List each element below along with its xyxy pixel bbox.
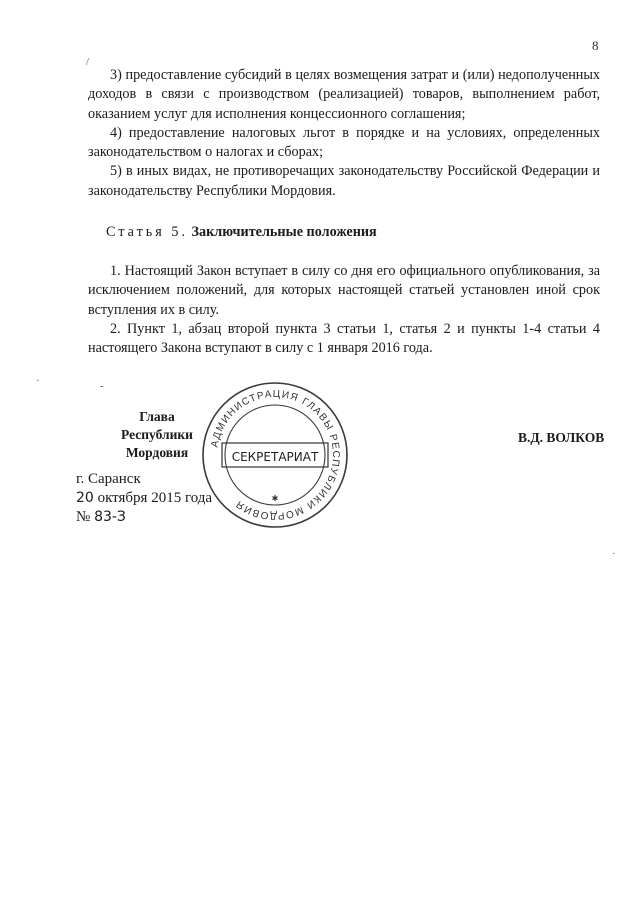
final-paragraph: 1. Настоящий Закон вступает в силу со дня его официального опубликования, за исключением положений, для которых настоящей статьей установлен иной срок вступления их в силу.: [88, 263, 600, 318]
seal-ring-text: АДМИНИСТРАЦИЯ ГЛАВЫ РЕСПУБЛИКИ МОРДОВИЯ: [209, 388, 342, 522]
number-sign: №: [76, 509, 91, 525]
signatory-title-line: Глава: [139, 409, 175, 424]
date-line: [76, 489, 212, 508]
scan-mark: /: [86, 56, 90, 68]
scan-mark: ·: [36, 375, 40, 387]
scan-mark: -: [100, 380, 104, 392]
list-item: 5) в иных видах, не противоречащих законодательству Российской Федерации и законодательству Республики Мордовия.: [88, 163, 600, 199]
seal-stamp: [200, 380, 350, 530]
article-heading: [106, 224, 377, 241]
article-title: Заключительные положения: [191, 224, 377, 240]
date-rest: октября 2015 года: [97, 490, 213, 506]
list-items-block: [88, 66, 600, 201]
signatory-title-line: Республики Мордовия: [121, 427, 193, 460]
final-provisions-block: [88, 262, 600, 358]
final-paragraph: 2. Пункт 1, абзац второй пункта 3 статьи 1, статья 2 и пункты 1-4 статьи 4 настоящего Закона вступают в силу с 1 января 2016 года.: [88, 320, 600, 357]
list-item: 3) предоставление субсидий в целях возмещения затрат и (или) недополученных доходов в связи с производством (реализацией) товаров, выполнением работ, оказанием услуг для исполнения концессионного соглашения;: [88, 67, 600, 122]
place-date-block: [76, 470, 212, 527]
date-day: 20: [76, 490, 94, 506]
star-icon: ✱: [271, 494, 279, 503]
law-number: 83-З: [94, 509, 126, 525]
list-item: 4) предоставление налоговых льгот в порядке и на условиях, определенных законодательством о налогах и сборах;: [88, 124, 600, 161]
scan-mark: ·: [612, 548, 616, 560]
article-number: Статья 5.: [106, 224, 188, 240]
number-line: [76, 508, 212, 527]
signatory-name: В.Д. ВОЛКОВ: [518, 430, 605, 445]
page-number: 8: [592, 38, 599, 53]
place: г. Саранск: [76, 471, 141, 487]
seal-center-text: СЕКРЕТАРИАТ: [231, 450, 319, 464]
